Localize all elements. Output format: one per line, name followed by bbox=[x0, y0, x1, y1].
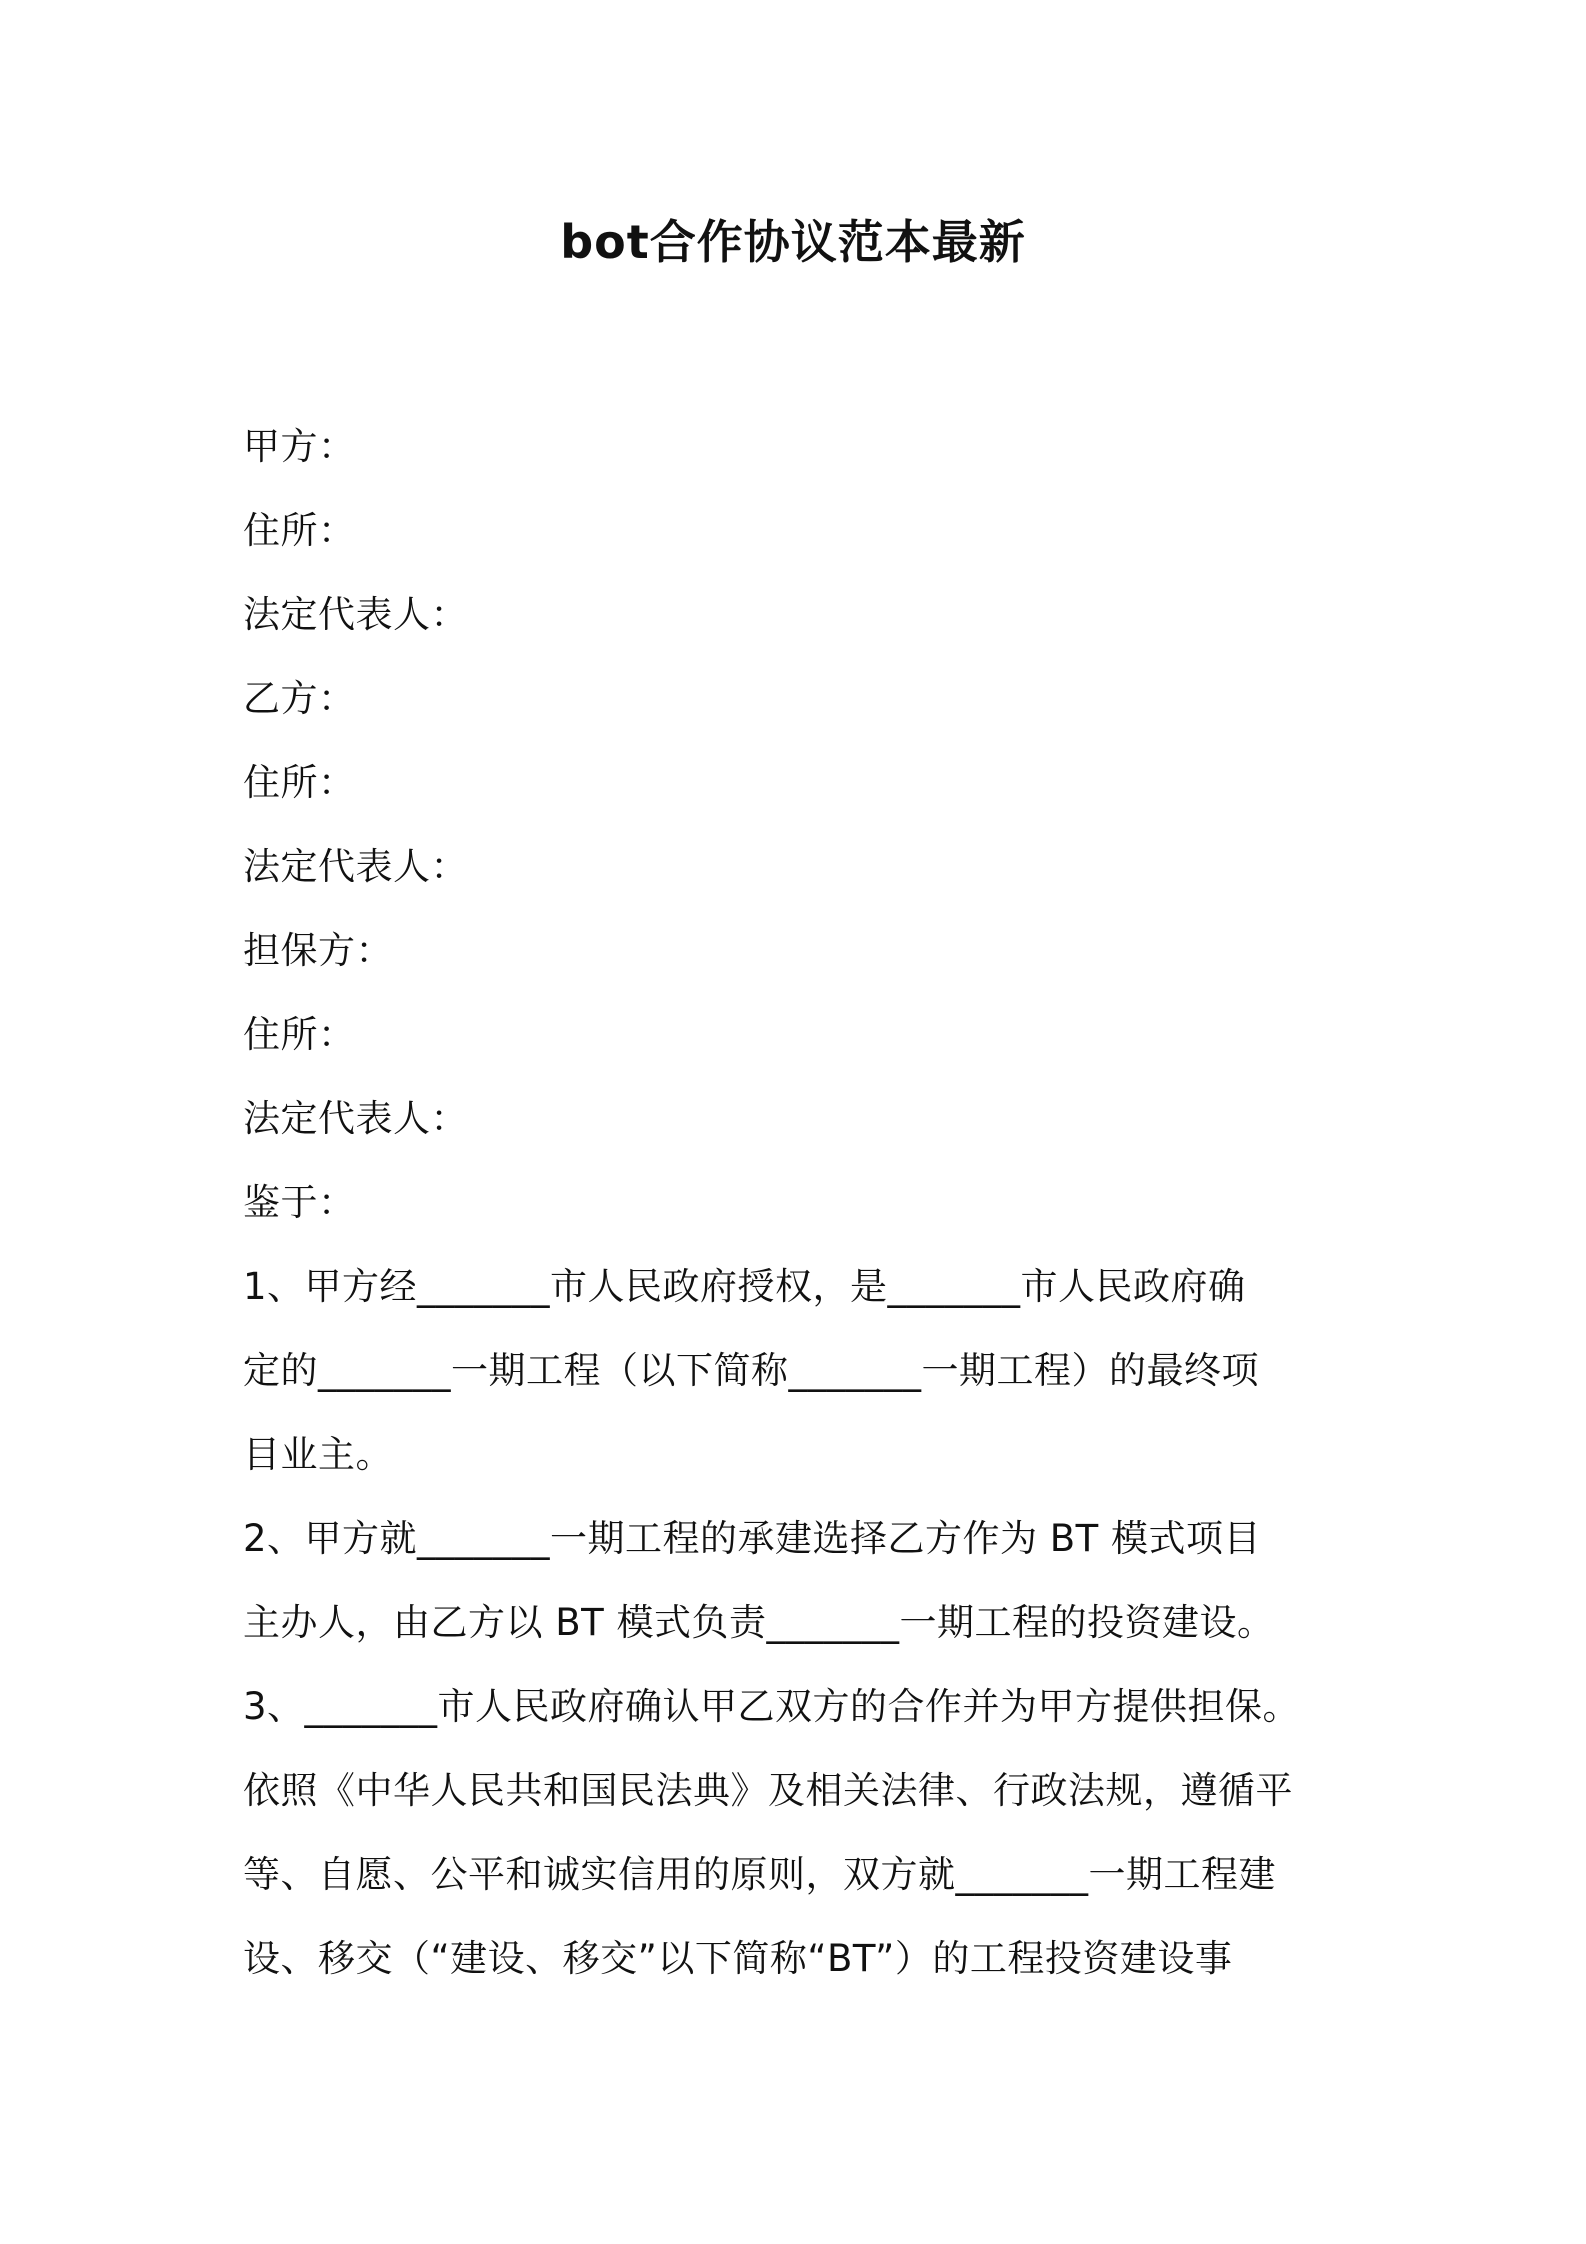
clause-1-line-3: 目业主。 bbox=[243, 1433, 393, 1476]
preamble-line-1: 依照《中华人民共和国民法典》及相关法律、行政法规，遵循平 bbox=[243, 1769, 1293, 1812]
clause-1-line-1: 1、甲方经_______市人民政府授权，是_______市人民政府确 bbox=[243, 1265, 1246, 1308]
party-b-label: 乙方： bbox=[243, 677, 356, 720]
whereas-label: 鉴于： bbox=[243, 1181, 356, 1224]
party-a-address-label: 住所： bbox=[243, 509, 356, 552]
document-body bbox=[243, 405, 1373, 2001]
party-b-legal-rep-label: 法定代表人： bbox=[243, 845, 468, 888]
clause-1-line-2: 定的_______一期工程（以下简称_______一期工程）的最终项 bbox=[243, 1349, 1259, 1392]
guarantor-legal-rep-label: 法定代表人： bbox=[243, 1097, 468, 1140]
clause-2-line-2: 主办人，由乙方以 BT 模式负责_______一期工程的投资建设。 bbox=[243, 1601, 1275, 1644]
document-title: bot合作协议范本最新 bbox=[560, 215, 1026, 269]
clause-2-line-1: 2、甲方就_______一期工程的承建选择乙方作为 BT 模式项目 bbox=[243, 1517, 1262, 1560]
party-b-address-label: 住所： bbox=[243, 761, 356, 804]
guarantor-address-label: 住所： bbox=[243, 1013, 356, 1056]
party-a-label: 甲方： bbox=[243, 425, 356, 468]
clause-3-line-1: 3、_______市人民政府确认甲乙双方的合作并为甲方提供担保。 bbox=[243, 1685, 1301, 1728]
preamble-line-2: 等、自愿、公平和诚实信用的原则，双方就_______一期工程建 bbox=[243, 1853, 1276, 1896]
guarantor-label: 担保方： bbox=[243, 929, 393, 972]
preamble-line-3: 设、移交（“建设、移交”以下简称“BT”）的工程投资建设事 bbox=[243, 1937, 1233, 1980]
party-a-legal-rep-label: 法定代表人： bbox=[243, 593, 468, 636]
